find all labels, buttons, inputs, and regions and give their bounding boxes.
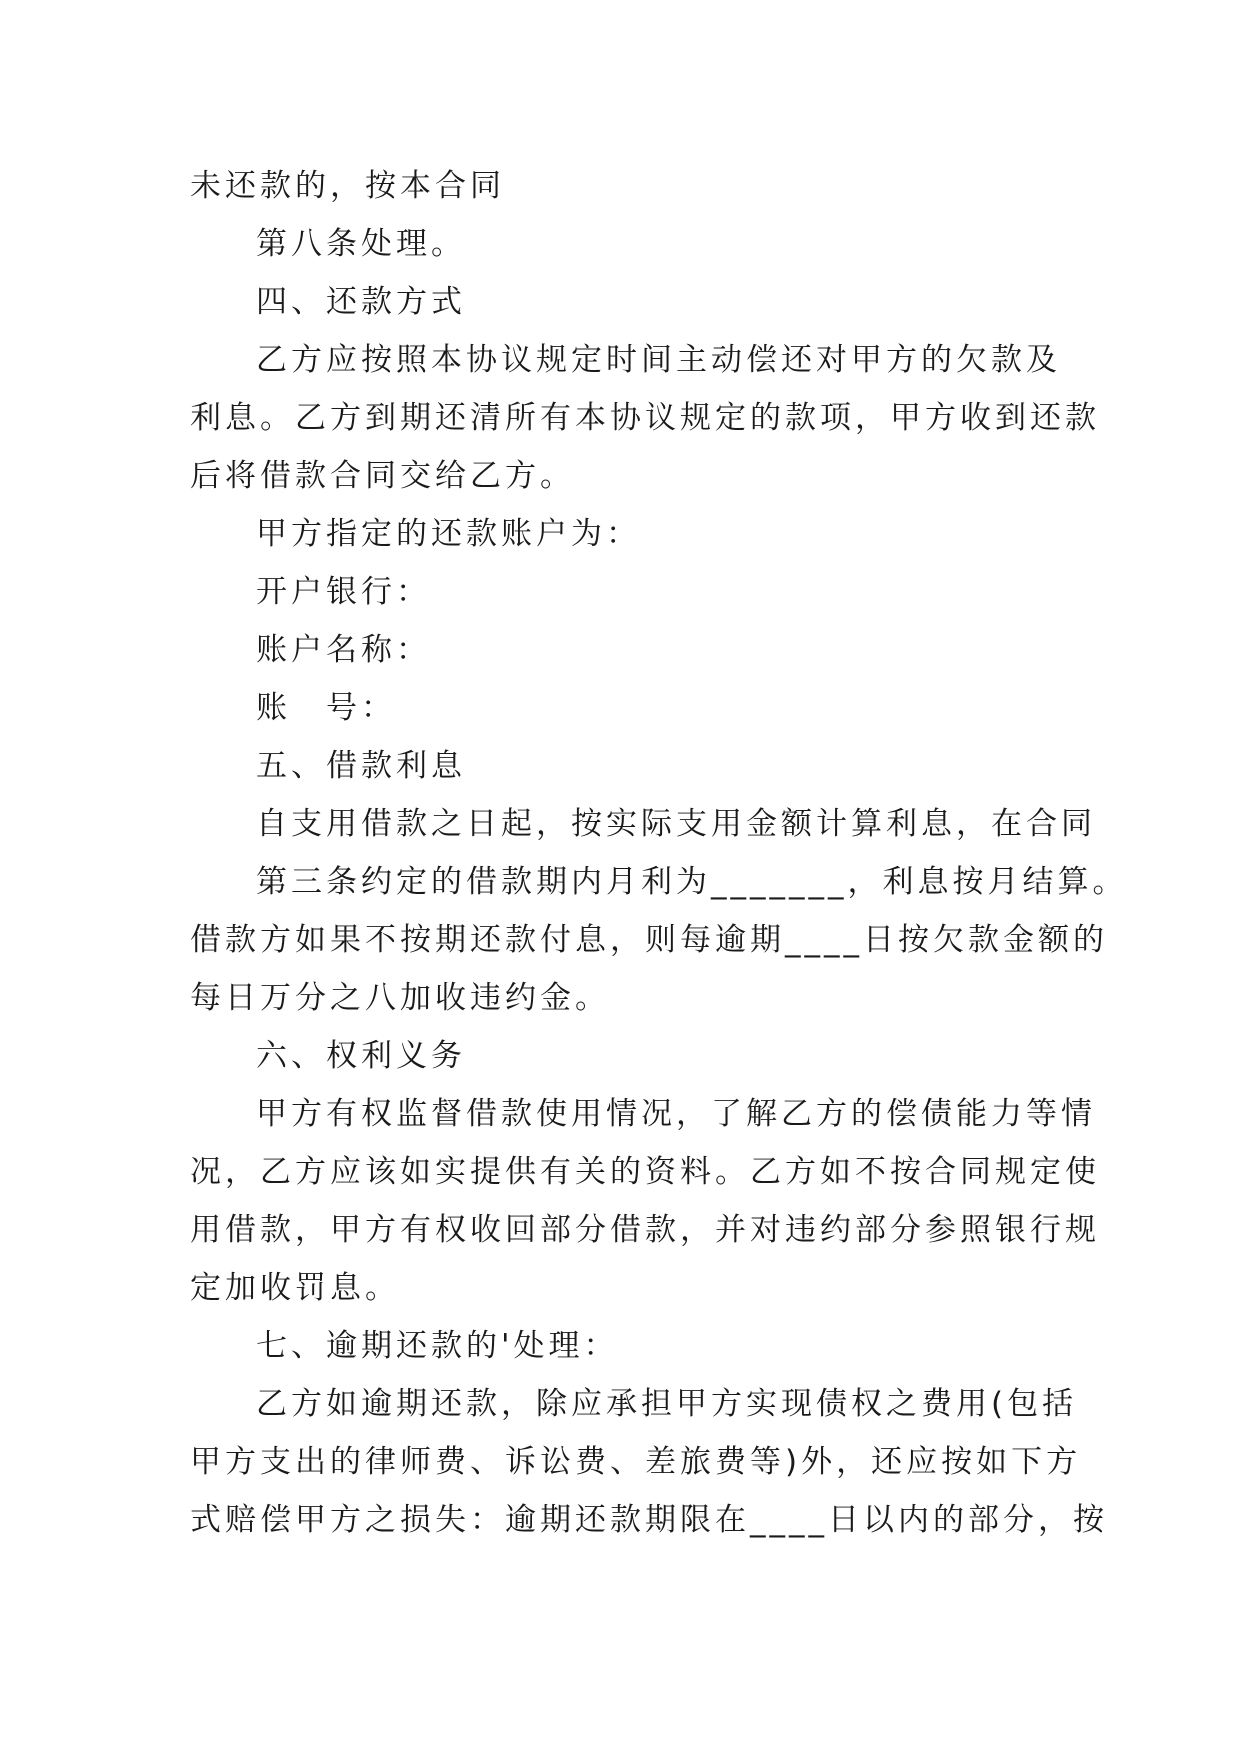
text-line: 借款方如果不按期还款付息，则每逾期____日按欠款金额的 [190, 922, 1108, 958]
text-line: 乙方如逾期还款，除应承担甲方实现债权之费用(包括 [256, 1386, 1078, 1422]
text-line: 甲方支出的律师费、诉讼费、差旅费等)外，还应按如下方 [190, 1444, 1082, 1480]
text-line: 自支用借款之日起，按实际支用金额计算利息，在合同 [256, 806, 1096, 842]
text-line: 用借款，甲方有权收回部分借款，并对违约部分参照银行规 [190, 1212, 1100, 1248]
text-line: 未还款的，按本合同 [190, 168, 505, 204]
text-line: 开户银行： [256, 574, 431, 610]
text-line: 第三条约定的借款期内月利为_______，利息按月结算。 [256, 864, 1128, 900]
section-heading: 七、逾期还款的'处理： [256, 1328, 619, 1364]
text-line: 甲方指定的还款账户为： [256, 516, 641, 552]
text-line: 账 号： [256, 690, 396, 726]
text-line: 式赔偿甲方之损失：逾期还款期限在____日以内的部分，按 [190, 1502, 1108, 1538]
text-line: 利息。乙方到期还清所有本协议规定的款项，甲方收到还款 [190, 400, 1100, 436]
text-line: 乙方应按照本协议规定时间主动偿还对甲方的欠款及 [256, 342, 1061, 378]
text-line: 后将借款合同交给乙方。 [190, 458, 575, 494]
section-heading: 四、还款方式 [256, 284, 466, 320]
section-heading: 六、权利义务 [256, 1038, 466, 1074]
section-heading: 五、借款利息 [256, 748, 466, 784]
text-line: 每日万分之八加收违约金。 [190, 980, 610, 1016]
text-line: 第八条处理。 [256, 226, 466, 262]
text-line: 定加收罚息。 [190, 1270, 400, 1306]
text-line: 况，乙方应该如实提供有关的资料。乙方如不按合同规定使 [190, 1154, 1100, 1190]
text-line: 账户名称： [256, 632, 431, 668]
text-line: 甲方有权监督借款使用情况，了解乙方的偿债能力等情 [256, 1096, 1096, 1132]
